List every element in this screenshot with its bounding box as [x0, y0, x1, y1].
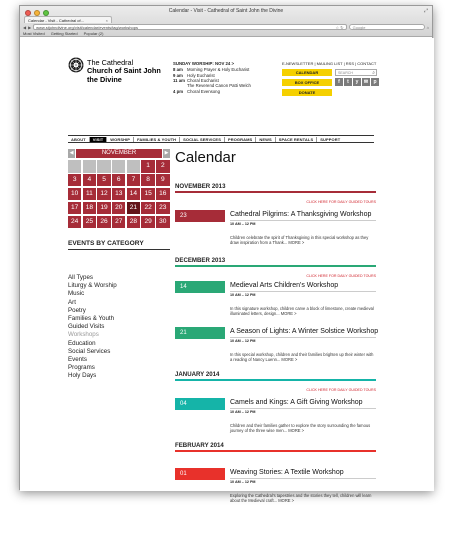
calendar-grid [68, 160, 170, 228]
category-item[interactable]: Art [68, 298, 76, 306]
calendar-empty-cell [68, 160, 81, 173]
fullscreen-icon[interactable]: ⤢ [423, 8, 428, 14]
back-icon[interactable]: ◀ [23, 24, 27, 30]
event-date: 14 [175, 281, 225, 293]
event-time: 10 AM – 12 PM [230, 222, 256, 226]
calendar-day[interactable]: 22 [141, 202, 154, 215]
category-item[interactable]: Families & Youth [68, 315, 115, 323]
category-item-selected[interactable]: Workshops [68, 331, 99, 339]
event-title[interactable]: Weaving Stories: A Textile Workshop [230, 469, 344, 476]
category-item[interactable]: Music [68, 290, 85, 298]
divider [230, 408, 376, 409]
event-item [175, 468, 376, 540]
nav-worship[interactable]: WORSHIP [107, 137, 134, 142]
cathedral-logo[interactable] [68, 57, 161, 97]
guided-tours-link[interactable]: CLICK HERE FOR DAILY GUIDED TOURS [306, 200, 376, 204]
main-content [175, 149, 379, 504]
calendar-day[interactable]: 16 [156, 188, 169, 201]
social-links [335, 78, 379, 86]
schedule-time: 8 am [173, 67, 183, 73]
site-search-input[interactable] [335, 69, 377, 76]
event-title[interactable]: A Season of Lights: A Winter Solstice Workshop [230, 328, 379, 335]
browser-search-input[interactable] [349, 24, 425, 30]
box-office-button[interactable]: BOX OFFICE [282, 79, 332, 86]
nav-families-youth[interactable]: FAMILIES & YOUTH [134, 137, 180, 142]
tab-close-icon[interactable]: × [105, 18, 108, 23]
divider [230, 291, 376, 292]
bookmarks-bar [23, 31, 103, 36]
address-bar[interactable] [33, 24, 346, 30]
guided-tours-link[interactable]: CLICK HERE FOR DAILY GUIDED TOURS [306, 388, 376, 392]
calendar-day[interactable]: 9 [156, 174, 169, 187]
browser-search-placeholder: Google [352, 24, 366, 30]
utility-links[interactable]: E-NEWSLETTER | MAILING LIST | RSS | CONTACT [282, 61, 377, 66]
nav-social-services[interactable]: SOCIAL SERVICES [180, 137, 225, 142]
category-item[interactable]: Programs [68, 364, 95, 372]
nav-about[interactable]: ABOUT [68, 137, 90, 142]
calendar-day[interactable]: 3 [68, 174, 81, 187]
calendar-button[interactable]: CALENDAR [282, 69, 332, 76]
email-icon[interactable]: ✉ [363, 79, 369, 85]
schedule-row [173, 89, 253, 94]
calendar-day[interactable]: 30 [156, 216, 169, 229]
event-date: 21 [175, 327, 225, 339]
mini-calendar [68, 149, 170, 228]
calendar-day[interactable]: 12 [97, 188, 110, 201]
schedule-time: 9 am [173, 72, 183, 78]
event-title[interactable]: Medieval Arts Children's Workshop [230, 282, 339, 289]
calendar-day[interactable]: 29 [141, 216, 154, 229]
donate-button[interactable]: DONATE [282, 89, 332, 96]
window-title: Calendar - Visit - Cathedral of Saint John the Divine [168, 8, 284, 14]
nav-space-rentals[interactable]: SPACE RENTALS [276, 137, 318, 142]
month-heading: FEBRUARY 2014 [175, 442, 376, 452]
guided-tours-link[interactable]: CLICK HERE FOR DAILY GUIDED TOURS [306, 274, 376, 278]
calendar-day[interactable]: 21 [127, 202, 140, 215]
browser-window [19, 5, 433, 504]
web-page [20, 38, 434, 504]
logo-line-2: Church of Saint John [87, 66, 161, 76]
schedule-time: 4 pm [173, 88, 184, 94]
divider [230, 220, 376, 221]
calendar-empty-cell [97, 160, 110, 173]
rose-window-icon [68, 57, 84, 73]
calendar-empty-cell [127, 160, 140, 173]
schedule-desc: Choral Eucharist [187, 78, 219, 84]
calendar-header [68, 149, 170, 158]
event-title[interactable]: Cathedral Pilgrims: A Thanksgiving Workshop [230, 211, 372, 218]
forward-icon[interactable]: ▶ [28, 24, 32, 30]
main-nav [68, 135, 374, 143]
calendar-day[interactable]: 8 [141, 174, 154, 187]
month-heading: JANUARY 2014 [175, 371, 376, 381]
prev-month-icon[interactable]: ◀ [69, 150, 74, 156]
twitter-icon[interactable]: t [344, 78, 352, 86]
event-description: Children celebrate the spirit of Thanksgiving in this special workshop as they draw inspiration from a Thank... MORE > [230, 235, 369, 246]
calendar-day[interactable]: 4 [83, 174, 96, 187]
bookmark-popular[interactable]: Popular (2) [83, 31, 104, 36]
search-icon[interactable]: ⌕ [372, 70, 375, 76]
category-item[interactable]: Holy Days [68, 372, 97, 380]
nav-support[interactable]: SUPPORT [320, 136, 341, 142]
calendar-day[interactable]: 25 [83, 216, 96, 229]
calendar-day[interactable]: 20 [112, 202, 125, 215]
schedule-table [173, 67, 253, 94]
category-item[interactable]: Social Services [68, 347, 111, 355]
calendar-day[interactable]: 27 [112, 216, 125, 229]
home-icon[interactable]: ⌂ [426, 24, 429, 30]
calendar-day[interactable]: 15 [141, 188, 154, 201]
browser-tab[interactable] [24, 16, 112, 23]
sunday-worship-schedule [173, 61, 277, 94]
schedule-time: 11 am [173, 78, 185, 84]
category-item[interactable]: Education [68, 339, 96, 347]
calendar-day[interactable]: 10 [68, 188, 81, 201]
facebook-icon[interactable]: f [335, 78, 343, 86]
calendar-day[interactable]: 28 [127, 216, 140, 229]
reload-icon[interactable]: ☆ ↻ [335, 24, 344, 30]
bookmark-getting-started[interactable]: Getting Started [50, 31, 78, 36]
title-bar [20, 6, 432, 37]
calendar-day[interactable]: 2 [156, 160, 169, 173]
schedule-desc: The Reverend Canon Patti Welch [187, 83, 251, 89]
logo-text [87, 59, 161, 84]
calendar-empty-cell [83, 160, 96, 173]
category-item[interactable]: Liturgy & Worship [68, 282, 117, 290]
calendar-day[interactable]: 23 [156, 202, 169, 215]
event-description: Exploring the Cathedral's tapestries and the stories they tell, children will learn about the Medieval craft... MORE > [230, 493, 372, 504]
nav-programs[interactable]: PROGRAMS [225, 137, 256, 142]
event-description: In this signature workshop, children carve a block of limestone, create medieval illuminated letters, design... MORE > [230, 306, 374, 317]
schedule-desc: Choral Evensong [187, 88, 220, 94]
event-time: 10 AM – 12 PM [230, 410, 256, 414]
calendar-day[interactable]: 18 [83, 202, 96, 215]
event-date: 01 [175, 468, 225, 480]
calendar-day[interactable]: 26 [97, 216, 110, 229]
events-by-category-heading: EVENTS BY CATEGORY [68, 240, 170, 250]
event-item [175, 398, 376, 470]
month-heading: DECEMBER 2013 [175, 257, 376, 267]
event-time: 10 AM – 12 PM [230, 339, 256, 343]
event-time: 10 AM – 12 PM [230, 293, 256, 297]
event-time: 10 AM – 12 PM [230, 480, 256, 484]
event-description: In this special workshop, children and their families brighten up their winter with a reading of Nancy Luenn... MORE > [230, 352, 374, 363]
divider [230, 478, 376, 479]
category-item[interactable]: Guided Visits [68, 323, 105, 331]
schedule-heading[interactable]: SUNDAY WORSHIP: NOV 24 > [173, 61, 235, 66]
category-item[interactable]: All Types [68, 274, 93, 281]
pinterest-icon[interactable]: p [371, 78, 379, 86]
logo-line-3: the Divine [87, 74, 122, 84]
schedule-desc: Morning Prayer & Holy Eucharist [187, 67, 250, 73]
calendar-day[interactable]: 5 [97, 174, 110, 187]
nav-visit[interactable]: VISIT [90, 137, 108, 142]
divider [230, 337, 376, 338]
month-heading: NOVEMBER 2013 [175, 183, 376, 193]
url-text: www.stjohndivine.org/visit/calendar/events/tag/workshops [36, 24, 138, 30]
event-description: Children and their families gather to explore the story surrounding the famous journey of the three wise men... MORE > [230, 423, 371, 434]
calendar-empty-cell [112, 160, 125, 173]
logo-line-1: The Cathedral [87, 58, 134, 67]
calendar-day[interactable]: 13 [112, 188, 125, 201]
page-title: Calendar [175, 149, 236, 166]
category-item[interactable]: Events [68, 356, 87, 364]
event-item [175, 210, 376, 282]
next-month-icon[interactable]: ▶ [164, 150, 169, 156]
toolbar [23, 24, 429, 30]
nav-news[interactable]: NEWS [256, 137, 275, 142]
youtube-icon[interactable]: y [353, 78, 361, 86]
calendar-day[interactable]: 19 [97, 202, 110, 215]
calendar-day[interactable]: 6 [112, 174, 125, 187]
calendar-day[interactable]: 1 [141, 160, 154, 173]
category-item[interactable]: Poetry [68, 306, 86, 314]
schedule-desc: Holy Eucharist [187, 72, 215, 78]
site-search-placeholder: SEARCH [338, 71, 353, 75]
event-title[interactable]: Camels and Kings: A Gift Giving Workshop [230, 399, 363, 406]
calendar-day[interactable]: 7 [127, 174, 140, 187]
calendar-day[interactable]: 17 [68, 202, 81, 215]
calendar-day[interactable]: 11 [83, 188, 96, 201]
calendar-day[interactable]: 24 [68, 216, 81, 229]
bookmark-most-visited[interactable]: Most Visited [23, 31, 45, 36]
calendar-month: NOVEMBER [76, 149, 162, 158]
event-date: 04 [175, 398, 225, 410]
event-date: 23 [175, 210, 225, 222]
tab-title: Calendar - Visit - Cathedral of... [28, 18, 84, 23]
calendar-day[interactable]: 14 [127, 188, 140, 201]
category-list [68, 274, 117, 381]
